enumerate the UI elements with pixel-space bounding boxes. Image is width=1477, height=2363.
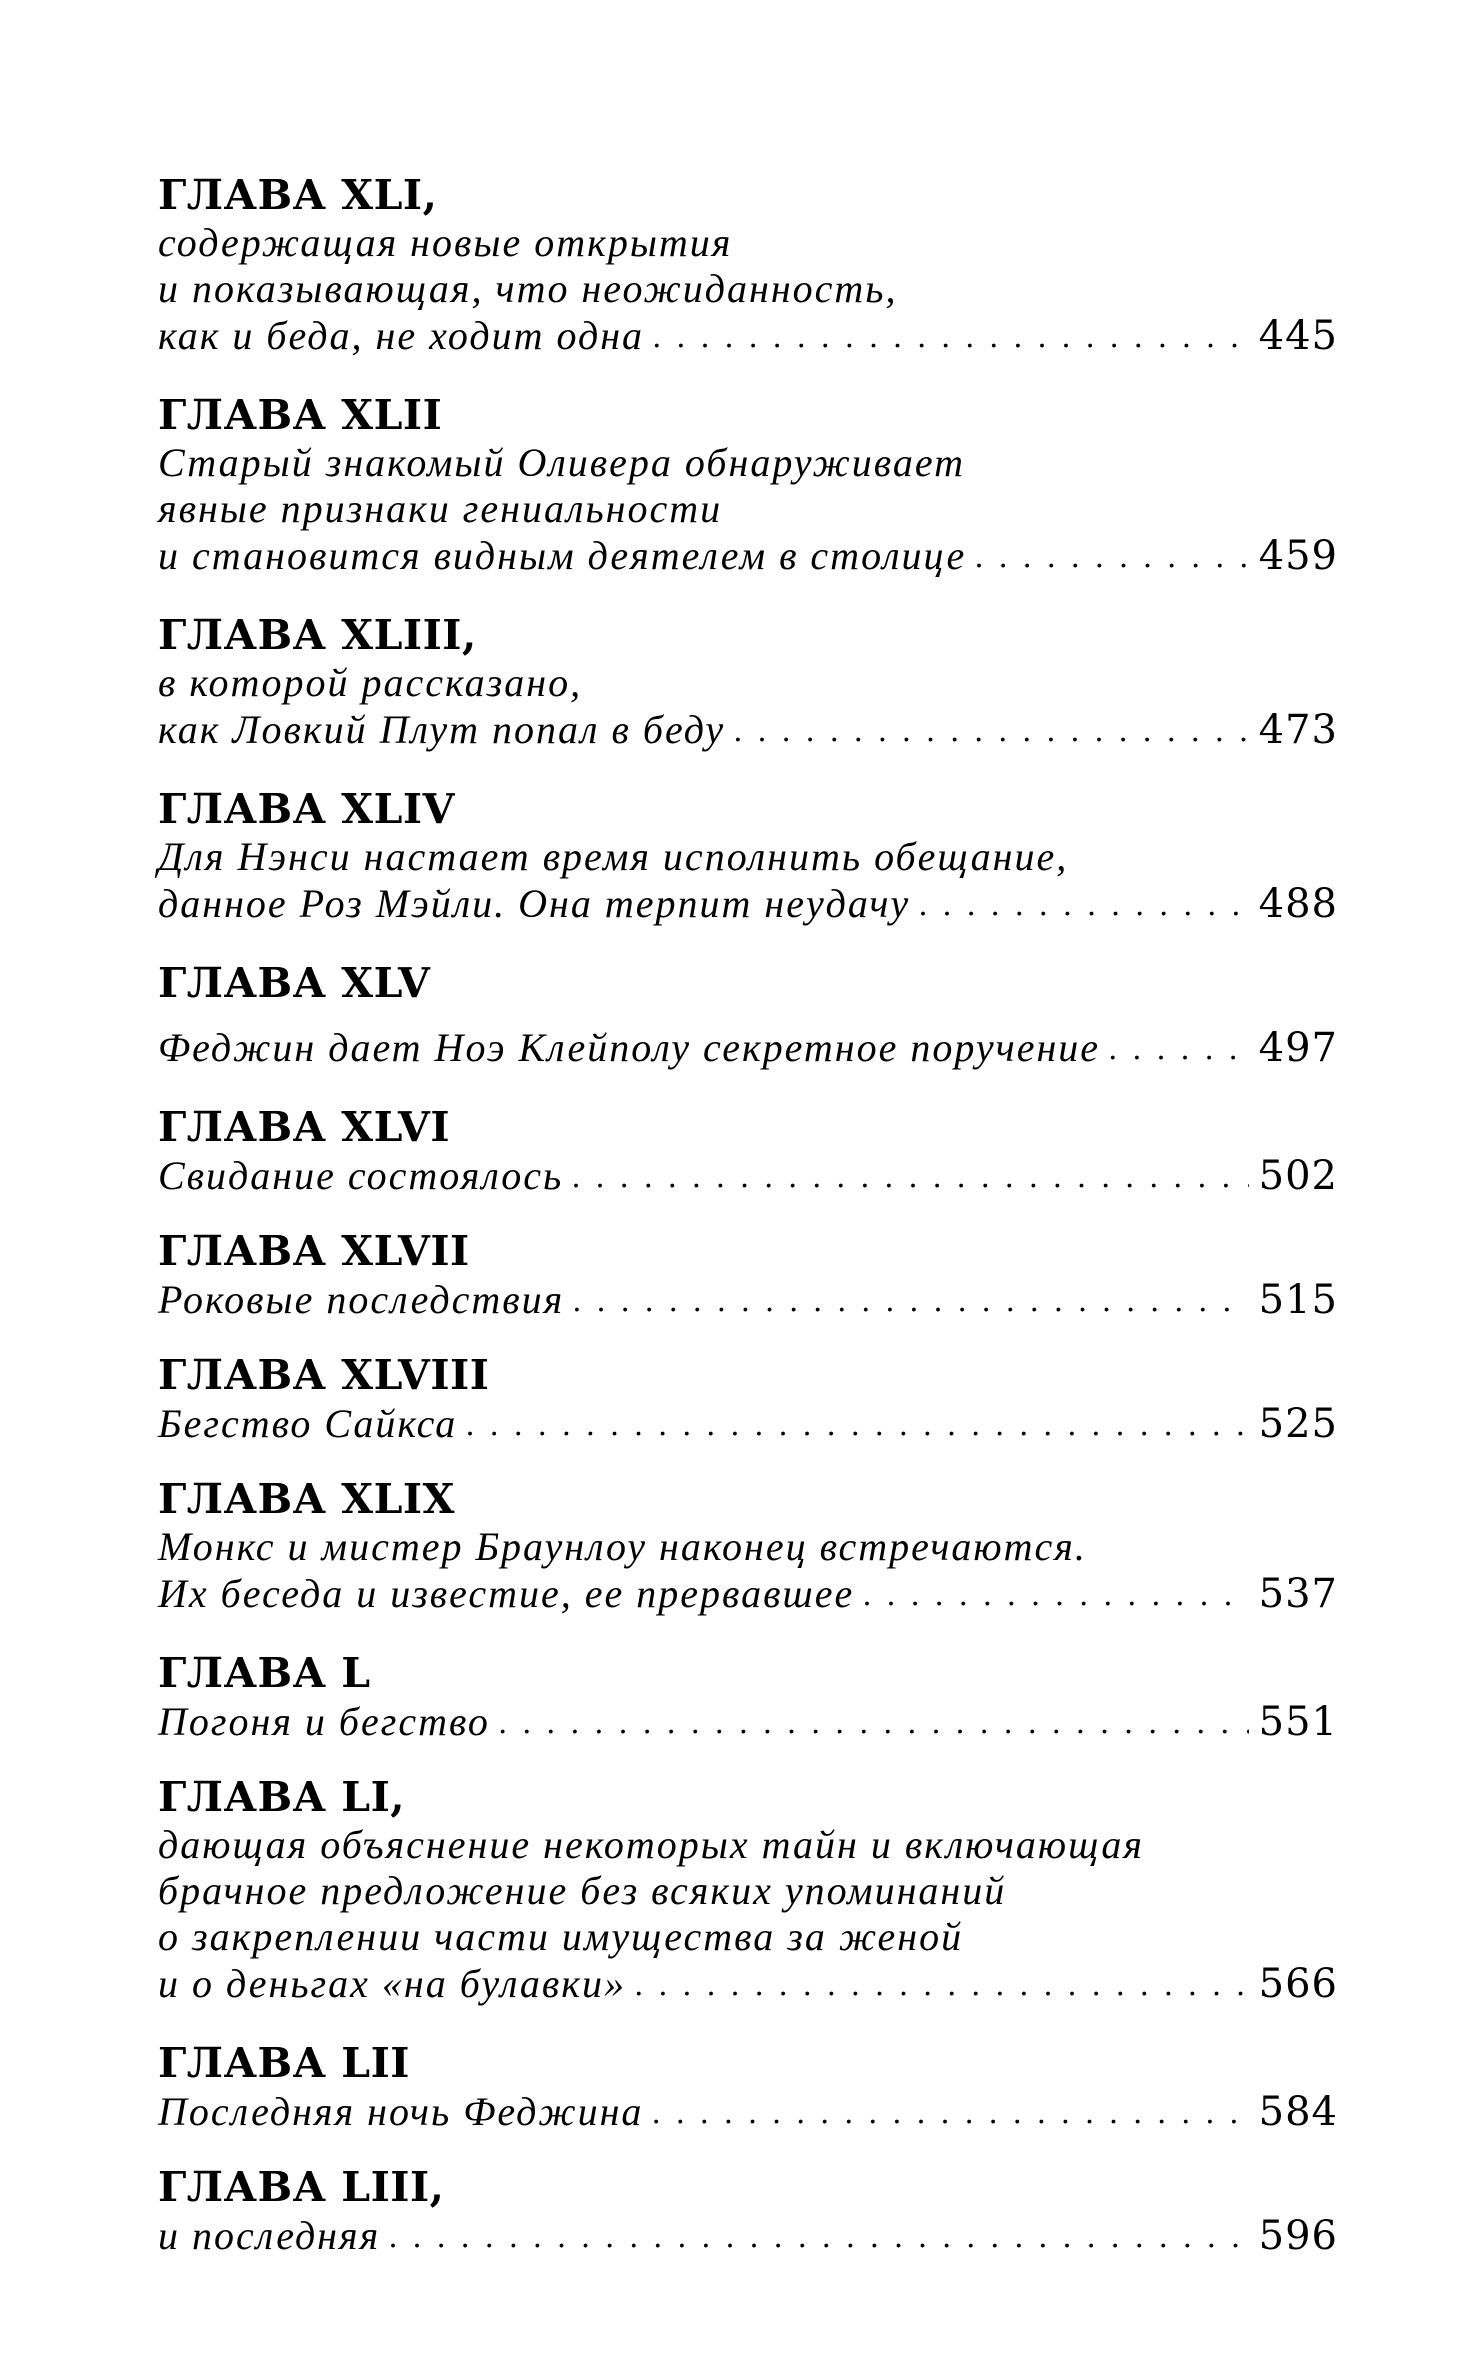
page-number: 551	[1258, 1699, 1338, 1745]
chapter-subtitle-line: как и беда, не ходит одна	[158, 313, 645, 358]
page-number: 497	[1258, 1025, 1338, 1071]
chapter-subtitle-line: Погоня и бегство	[158, 1699, 490, 1744]
toc-entry-chapter-52	[158, 2038, 1338, 2140]
toc-entry-chapter-44	[158, 784, 1338, 932]
chapter-subtitle-line: и становится видным деятелем в столице	[158, 533, 967, 578]
chapter-subtitle-line: явные признаки гениальности	[158, 486, 723, 531]
table-of-contents	[158, 170, 1338, 2286]
chapter-title: ГЛАВА LII	[158, 2039, 410, 2087]
page-number: 596	[1258, 2213, 1338, 2259]
chapter-title: ГЛАВА L	[158, 1649, 371, 1697]
chapter-subtitle-line: и показывающая, что неожиданность,	[158, 266, 898, 311]
chapter-subtitle-line: Роковые последствия	[158, 1277, 565, 1322]
chapter-subtitle-line: дающая объяснение некоторых тайн и включающая	[158, 1822, 1144, 1867]
chapter-subtitle-line: Старый знакомый Оливера обнаруживает	[158, 440, 965, 485]
chapter-subtitle-line: в которой рассказано,	[158, 660, 583, 705]
chapter-subtitle-line: и о деньгах «на булавки»	[158, 1961, 626, 2006]
chapter-title: ГЛАВА XLV	[158, 959, 431, 1007]
chapter-title: ГЛАВА XLVII	[158, 1227, 470, 1275]
dot-leader	[634, 1962, 1249, 2010]
chapter-title: ГЛАВА LI,	[158, 1773, 406, 1821]
page-number: 515	[1258, 1277, 1338, 1323]
dot-leader	[651, 2090, 1248, 2138]
page-number: 584	[1258, 2089, 1338, 2135]
dot-leader	[571, 1154, 1248, 1202]
toc-entry-line	[158, 312, 1338, 364]
toc-entry-line	[158, 1570, 1338, 1622]
dot-leader	[862, 1572, 1248, 1620]
page-number: 566	[1258, 1961, 1338, 2007]
toc-entry-line	[158, 1400, 1338, 1452]
toc-entry-chapter-41	[158, 170, 1338, 364]
chapter-title: ГЛАВА XLVI	[158, 1103, 451, 1151]
chapter-subtitle-line: содержащая новые открытия	[158, 220, 733, 265]
chapter-subtitle-line: Последняя ночь Феджина	[158, 2089, 644, 2134]
chapter-subtitle-line: Феджин дает Ноэ Клейполу секретное поручение	[158, 1025, 1101, 1070]
toc-entry-line	[158, 1152, 1338, 1204]
chapter-subtitle-line: данное Роз Мэйли. Она терпит неудачу	[158, 881, 911, 926]
page-number: 488	[1258, 881, 1338, 927]
chapter-subtitle-line: Их беседа и известие, ее прервавшее	[158, 1571, 855, 1616]
toc-entry-chapter-42	[158, 390, 1338, 584]
chapter-title: ГЛАВА XLIII,	[158, 611, 477, 659]
chapter-subtitle-line: Свидание состоялось	[158, 1153, 564, 1198]
chapter-title: ГЛАВА XLI,	[158, 171, 438, 219]
chapter-subtitle-line: Монкс и мистер Браунлоу наконец встречаются.	[158, 1524, 1087, 1569]
page-number: 473	[1258, 707, 1338, 753]
page-number: 445	[1258, 313, 1338, 359]
toc-entry-chapter-46	[158, 1102, 1338, 1204]
toc-entry-line	[158, 1276, 1338, 1328]
toc-entry-chapter-53	[158, 2162, 1338, 2264]
toc-entry-line	[158, 706, 1338, 758]
dot-leader	[733, 708, 1248, 756]
toc-entry-line	[158, 1960, 1338, 2012]
dot-leader	[652, 314, 1249, 362]
toc-entry-chapter-49	[158, 1474, 1338, 1622]
chapter-title: ГЛАВА XLIV	[158, 785, 455, 833]
dot-leader	[1108, 1026, 1249, 1074]
chapter-title: ГЛАВА XLVIII	[158, 1351, 490, 1399]
chapter-title: ГЛАВА XLII	[158, 391, 443, 439]
toc-entry-line	[158, 880, 1338, 932]
toc-entry-line	[158, 2212, 1338, 2264]
page-number: 537	[1258, 1571, 1338, 1617]
toc-entry-chapter-50	[158, 1648, 1338, 1750]
toc-entry-chapter-48	[158, 1350, 1338, 1452]
dot-leader	[465, 1402, 1248, 1450]
dot-leader	[388, 2214, 1248, 2262]
dot-leader	[498, 1700, 1249, 1748]
chapter-subtitle-line: брачное предложение без всяких упоминаний	[158, 1868, 1007, 1913]
toc-entry-line	[158, 532, 1338, 584]
page-number: 525	[1258, 1401, 1338, 1447]
dot-leader	[974, 534, 1248, 582]
toc-entry-line	[158, 2088, 1338, 2140]
dot-leader	[918, 882, 1248, 930]
toc-entry-chapter-51	[158, 1772, 1338, 2012]
chapter-subtitle-line: Для Нэнси настает время исполнить обещание,	[158, 834, 1069, 879]
page-number: 502	[1258, 1153, 1338, 1199]
toc-entry-chapter-43	[158, 610, 1338, 758]
chapter-title: ГЛАВА LIII,	[158, 2163, 445, 2211]
dot-leader	[572, 1278, 1248, 1326]
toc-entry-line	[158, 1698, 1338, 1750]
toc-entry-chapter-45	[158, 958, 1338, 1076]
chapter-subtitle-line: как Ловкий Плут попал в беду	[158, 707, 726, 752]
chapter-subtitle-line: о закреплении части имущества за женой	[158, 1914, 964, 1959]
chapter-title: ГЛАВА XLIX	[158, 1475, 455, 1523]
toc-entry-line	[158, 1024, 1338, 1076]
chapter-subtitle-line: Бегство Сайкса	[158, 1401, 458, 1446]
page-number: 459	[1258, 533, 1338, 579]
chapter-subtitle-line: и последняя	[158, 2213, 381, 2258]
toc-entry-chapter-47	[158, 1226, 1338, 1328]
